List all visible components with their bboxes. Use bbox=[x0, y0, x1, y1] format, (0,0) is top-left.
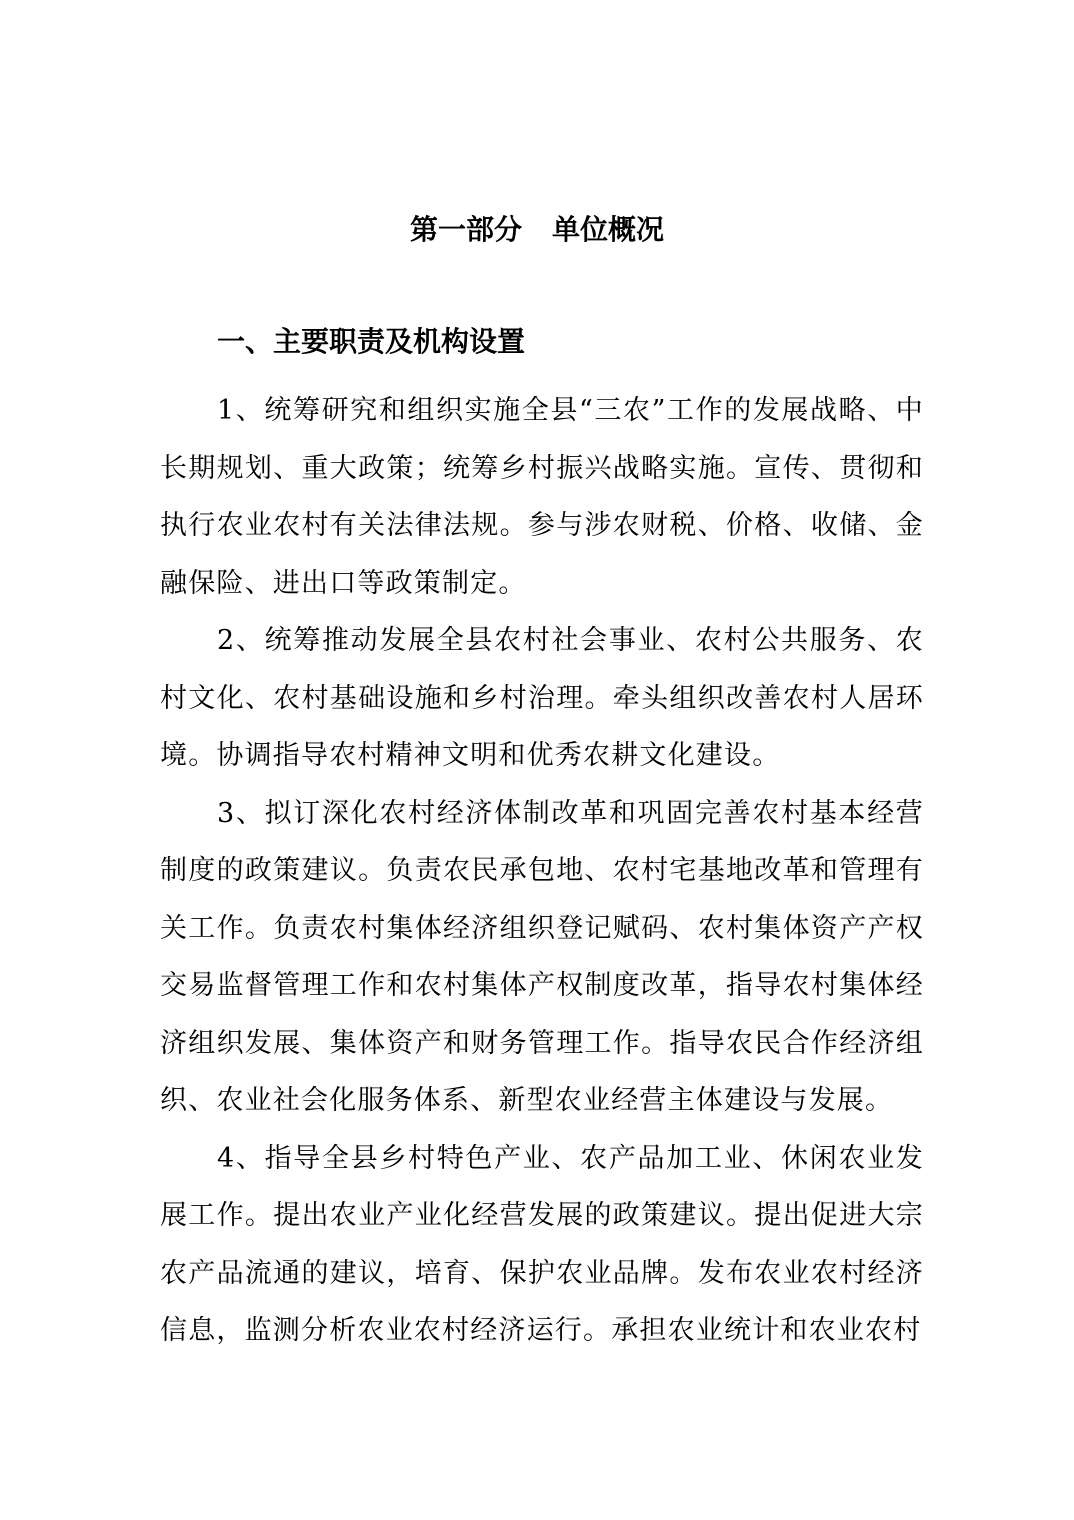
paragraph-2: 2、统筹推动发展全县农村社会事业、农村公共服务、农村文化、农村基础设施和乡村治理。牵头组织改善农村人居环境。协调指导农村精神文明和优秀农耕文化建设。 bbox=[160, 625, 924, 771]
paragraph-4: 4、指导全县乡村特色产业、农产品加工业、休闲农业发展工作。提出农业产业化经营发展的政策建议。提出促进大宗农产品流通的建议，培育、保护农业品牌。发布农业农村经济信息，监测分析农业农村经济运行。承担农业统计和农业农村 bbox=[160, 1142, 924, 1346]
section-heading: 一、主要职责及机构设置 bbox=[217, 325, 526, 358]
body-text bbox=[160, 382, 924, 1360]
part-title-number: 第一部分 bbox=[409, 213, 522, 246]
part-title-name: 单位概况 bbox=[552, 213, 665, 246]
part-title bbox=[0, 208, 1074, 252]
paragraph-1: 1、统筹研究和组织实施全县“三农”工作的发展战略、中长期规划、重大政策；统筹乡村振兴战略实施。宣传、贯彻和执行农业农村有关法律法规。参与涉农财税、价格、收储、金融保险、进出口等政策制定。 bbox=[160, 395, 924, 599]
paragraph-3: 3、拟订深化农村经济体制改革和巩固完善农村基本经营制度的政策建议。负责农民承包地、农村宅基地改革和管理有关工作。负责农村集体经济组织登记赋码、农村集体资产产权交易监督管理工作和农村集体产权制度改革，指导农村集体经济组织发展、集体资产和财务管理工作。指导农民合作经济组织、农业社会化服务体系、新型农业经营主体建设与发展。 bbox=[160, 797, 924, 1116]
